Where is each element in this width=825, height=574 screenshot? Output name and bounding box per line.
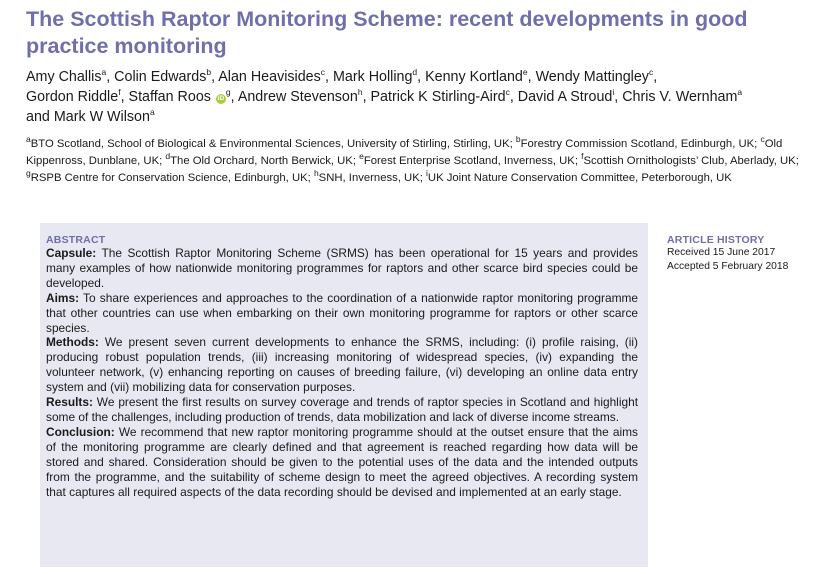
article-history xyxy=(667,234,822,274)
author: Wendy Mattingley$^c$, xyxy=(535,67,658,85)
abstract-heading: ABSTRACT xyxy=(46,234,106,246)
abstract-box xyxy=(40,223,648,567)
affiliation: $^i$UK Joint Nature Conservation Committee, Peterborough, UK xyxy=(426,168,732,184)
author-list xyxy=(26,67,821,127)
author: Mark W Wilson$^a$ xyxy=(53,107,155,125)
affiliation: $^d$The Old Orchard, North Berwick, UK; xyxy=(165,151,360,167)
affiliations xyxy=(26,136,821,187)
author: Staffan Roos $iD^g$, xyxy=(128,87,238,105)
abstract-methods: Methods: We present seven current developments to enhance the SRMS, including: (i) profile raising, (ii) producing robust population trends, (iii) increasing monitoring of widespread species, (iv) expanding the volunteer network, (v) enhancing reporting on causes of breeding failure, (vi) developing an online data entry system and (vii) mobilizing data for conservation purposes. xyxy=(46,335,638,395)
accepted-date: Accepted 5 February 2018 xyxy=(667,261,789,272)
author: Alan Heavisides$^c$, xyxy=(218,67,333,85)
affiliation: $^e$Forest Enterprise Scotland, Inverness, UK; xyxy=(359,151,582,167)
affiliation: $^f$Scottish Ornithologists’ Club, Aberlady, UK; xyxy=(581,151,799,167)
affiliation: $^h$SNH, Inverness, UK; xyxy=(313,168,427,184)
author: Chris V. Wernham$^a$ and xyxy=(26,87,743,125)
author: David A Stroud$^i$, xyxy=(517,87,623,105)
author: Amy Challis$^a$, xyxy=(26,67,115,85)
received-date: Received 15 June 2017 xyxy=(667,247,776,258)
affiliation: $^g$RSPB Centre for Conservation Science, Edinburgh, UK; xyxy=(26,168,314,184)
author: Patrick K Stirling-Aird$^c$, xyxy=(370,87,518,105)
abstract-capsule: Capsule: The Scottish Raptor Monitoring Scheme (SRMS) has been operational for 15 years and provides many examples of how nationwide monitoring programmes for raptors and other scarce bird species could be developed. xyxy=(46,246,638,290)
orcid-icon[interactable]: iD xyxy=(217,95,225,102)
abstract-conclusion: Conclusion: We recommend that new raptor monitoring programme should at the outset ensure that the aims of the monitoring programme are clearly defined and that agreement is reached regarding how data will be stored and shared. Consideration should be given to the potential uses of the data and the intended outputs from the programme, and the suitability of scheme design to meet the agreed objectives. A recording system that captures all required aspects of the data recording should be devised and implemented at an early stage. xyxy=(46,424,638,499)
article-history-heading: ARTICLE HISTORY xyxy=(667,234,765,246)
author: Andrew Stevenson$^h$, xyxy=(237,87,371,105)
author: Gordon Riddle$^f$, xyxy=(26,87,129,105)
author: Colin Edwards$^b$, xyxy=(114,67,219,85)
abstract-results: Results: We present the first results on survey coverage and trends of raptor species in Scotland and highlight some of the challenges, including production of trends, data mobilization and lack of diverse income streams. xyxy=(46,395,638,424)
author: Mark Holling$^d$, xyxy=(332,67,426,85)
abstract-aims: Aims: To share experiences and approaches to the coordination of a nationwide raptor monitoring programme that other countries can use when embarking on their own monitoring programme for raptors or other scarce species. xyxy=(46,290,638,335)
affiliation: $^c$Old Kippenross, Dunblane, UK; xyxy=(26,134,783,167)
article-title: The Scottish Raptor Monitoring Scheme: recent developments in good practice monitoring xyxy=(26,7,748,58)
affiliation: $^a$BTO Scotland, School of Biological & Environmental Sciences, University of Stirling, Stirling, UK; xyxy=(26,134,516,150)
author: Kenny Kortland$^e$, xyxy=(425,67,536,85)
affiliation: $^b$Forestry Commission Scotland, Edinburgh, UK; xyxy=(515,134,761,150)
